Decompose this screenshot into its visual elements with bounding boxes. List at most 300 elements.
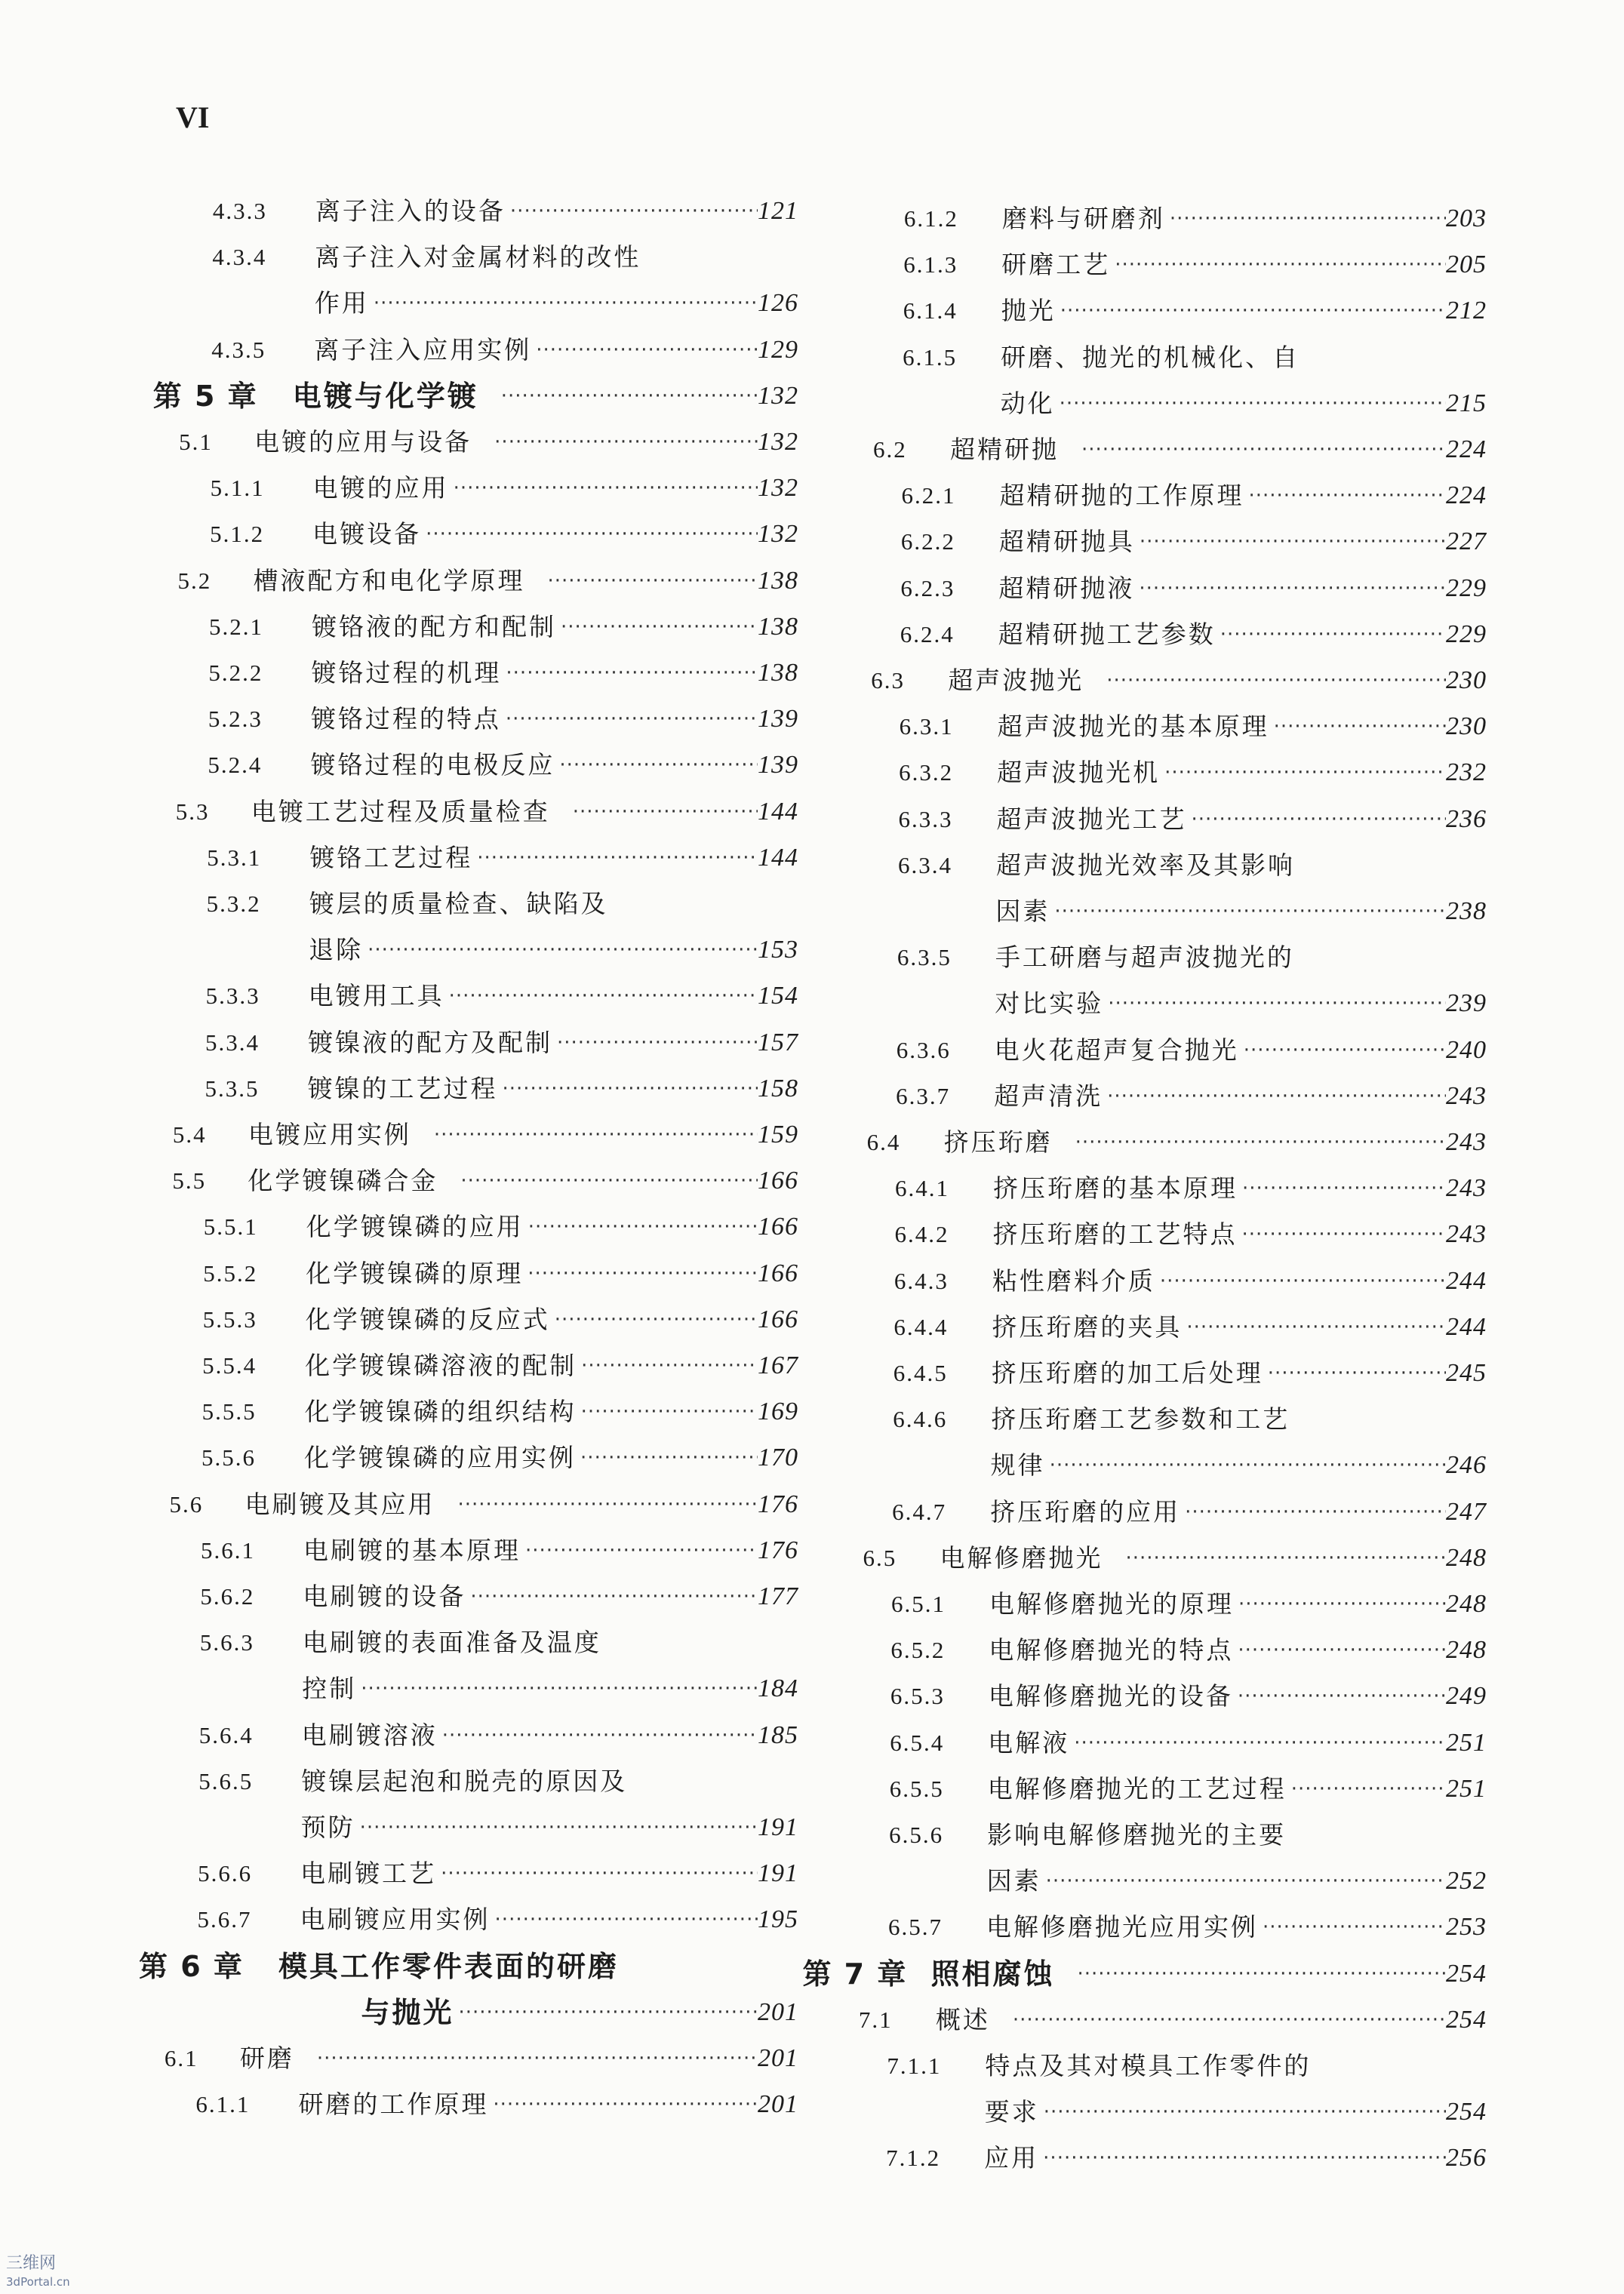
toc-entry-page: 212 — [1445, 297, 1487, 325]
toc-entry-number: 7.1.1 — [887, 2053, 942, 2079]
dot-leader — [1238, 1172, 1446, 1205]
dot-leader — [488, 2088, 758, 2121]
dot-leader — [356, 1672, 758, 1705]
dot-leader — [1233, 1680, 1446, 1713]
toc-entry-title: 电刷镀及其应用 — [245, 1489, 435, 1519]
toc-entry-continuation — [309, 933, 798, 967]
dot-leader — [1050, 895, 1446, 928]
toc-entry-title: 挤压珩磨工艺参数和工艺 — [991, 1404, 1290, 1435]
toc-entry — [889, 1819, 1487, 1852]
toc-entry-number: 5.2.1 — [208, 613, 263, 640]
toc-entry — [900, 710, 1487, 743]
toc-entry-number: 6.1.3 — [903, 251, 958, 278]
toc-entry-title: 超声波抛光的基本原理 — [997, 712, 1269, 742]
toc-entry-title: 超精研抛工艺参数 — [998, 619, 1216, 649]
toc-entry-page: 205 — [1445, 251, 1487, 279]
toc-entry-page: 132 — [757, 520, 798, 549]
toc-entry-page: 177 — [757, 1582, 798, 1610]
toc-entry — [897, 1034, 1487, 1067]
dot-leader — [1103, 987, 1446, 1020]
toc-entry — [173, 1118, 798, 1152]
toc-entry-page: 252 — [1445, 1867, 1487, 1896]
toc-entry-page: 176 — [757, 1490, 798, 1518]
dot-leader — [525, 564, 758, 598]
toc-entry-title: 化学镀镍磷的组织结构 — [304, 1397, 577, 1427]
toc-entry-title: 化学镀镍磷的应用 — [306, 1212, 524, 1242]
toc-entry-number: 6.1 — [164, 2045, 198, 2071]
dot-leader — [990, 2003, 1446, 2037]
dot-leader — [491, 1903, 758, 1936]
toc-entry — [208, 703, 798, 736]
toc-entry-page: 139 — [757, 751, 798, 780]
toc-entry-number: 4.3.5 — [211, 336, 266, 363]
toc-entry-title: 槽液配方和电化学原理 — [253, 565, 525, 595]
toc-entry-page: 245 — [1445, 1359, 1487, 1387]
dot-leader — [1041, 1865, 1446, 1898]
toc-entry-title-cont: 因素 — [986, 1866, 1041, 1896]
toc-entry-page: 248 — [1445, 1543, 1487, 1572]
toc-entry-continuation — [995, 895, 1487, 928]
toc-entry-title: 电镀工艺过程及质量检查 — [251, 796, 550, 826]
dot-leader — [1039, 2096, 1446, 2129]
toc-entry-continuation — [995, 987, 1487, 1020]
toc-entry-title: 超精研抛液 — [998, 573, 1135, 603]
toc-entry-page: 243 — [1445, 1128, 1487, 1156]
toc-entry-title: 磨料与研磨剂 — [1001, 204, 1165, 233]
toc-entry-continuation — [302, 1672, 798, 1705]
toc-entry — [871, 664, 1487, 697]
toc-entry-number: 6.1.4 — [903, 297, 958, 324]
dot-leader — [438, 1164, 758, 1198]
toc-entry-number: 第 7 章 — [802, 1957, 908, 1991]
toc-entry — [203, 1303, 798, 1336]
toc-entry-page: 240 — [1445, 1035, 1487, 1064]
toc-entry-title-cont: 退除 — [309, 935, 364, 965]
toc-entry-title: 镀层的质量检查、缺陷及 — [309, 889, 608, 918]
dot-leader — [1182, 1311, 1446, 1344]
toc-entry-title: 镀铬工艺过程 — [309, 842, 473, 872]
toc-entry — [208, 657, 798, 690]
toc-entry-page: 144 — [757, 843, 798, 872]
toc-entry-title: 研磨、抛光的机械化、自 — [1001, 342, 1300, 372]
toc-entry-number: 6.5.3 — [890, 1683, 945, 1710]
toc-entry-title: 电解修磨抛光 — [940, 1542, 1103, 1573]
toc-entry-number: 5.5.5 — [201, 1398, 257, 1425]
dot-leader — [363, 933, 758, 967]
toc-entry — [887, 2050, 1487, 2083]
toc-entry — [896, 1080, 1487, 1113]
toc-entry-title: 电镀应用实例 — [248, 1120, 411, 1149]
dot-leader — [1216, 618, 1446, 651]
toc-entry-title: 电刷镀的表面准备及温度 — [302, 1628, 601, 1658]
toc-chapter-entry — [802, 1957, 1487, 1991]
toc-entry — [208, 749, 798, 782]
toc-entry — [895, 1172, 1487, 1205]
toc-entry-title: 特点及其对模具工作零件的 — [985, 2051, 1312, 2080]
toc-entry-number: 6.3.3 — [898, 805, 953, 832]
toc-entry-page: 229 — [1445, 574, 1487, 602]
toc-entry-page: 230 — [1445, 666, 1487, 694]
toc-entry — [213, 195, 798, 228]
toc-entry-page: 243 — [1445, 1081, 1487, 1110]
toc-entry-page: 247 — [1445, 1497, 1487, 1526]
toc-entry-page: 191 — [757, 1813, 798, 1841]
toc-entry — [890, 1727, 1487, 1760]
toc-entry-title: 镀铬过程的特点 — [310, 704, 501, 734]
toc-entry-page: 227 — [1445, 527, 1487, 556]
dot-leader — [524, 1210, 758, 1244]
toc-entry-number: 6.3.4 — [897, 851, 952, 878]
toc-entry-title: 电刷镀的设备 — [303, 1582, 466, 1611]
toc-entry — [202, 1395, 798, 1428]
toc-entry — [201, 1441, 798, 1474]
toc-entry-title: 电镀设备 — [312, 519, 422, 549]
toc-entry — [890, 1680, 1487, 1713]
toc-entry — [898, 849, 1487, 882]
toc-entry-page: 166 — [757, 1213, 798, 1241]
toc-entry-number: 6.2.1 — [901, 482, 956, 509]
toc-entry — [890, 1634, 1487, 1667]
toc-entry-page: 144 — [757, 797, 798, 826]
toc-entry-number: 6.1.5 — [903, 343, 958, 371]
toc-entry-continuation — [987, 1865, 1487, 1898]
toc-entry-number: 5.2 — [177, 567, 212, 594]
watermark-line1: 三维网 — [6, 2254, 57, 2273]
toc-entry — [863, 1542, 1487, 1575]
toc-entry-title-cont: 因素 — [995, 896, 1050, 926]
toc-entry-number: 6.1.2 — [903, 205, 958, 232]
dot-leader — [454, 1996, 758, 2029]
toc-entry-page: 138 — [757, 659, 798, 687]
toc-entry-title: 离子注入对金属材料的改性 — [315, 242, 641, 272]
toc-entry-number: 6.3.6 — [896, 1036, 951, 1063]
dot-leader — [1187, 803, 1446, 836]
toc-entry-title: 超声清洗 — [994, 1081, 1103, 1111]
toc-entry-title: 化学镀镍磷的应用实例 — [304, 1443, 577, 1473]
toc-entry-page: 243 — [1445, 1174, 1487, 1203]
toc-entry-title: 超精研抛的工作原理 — [999, 481, 1244, 511]
toc-entry-title: 超声波抛光 — [948, 666, 1084, 695]
toc-entry-number: 5.6 — [169, 1490, 204, 1518]
toc-entry-title: 电镀与化学镀 — [292, 379, 478, 413]
toc-entry-title: 电镀的应用 — [312, 473, 449, 503]
toc-entry-page: 129 — [757, 335, 798, 364]
dot-leader — [411, 1118, 758, 1152]
toc-entry-page: 121 — [757, 197, 798, 225]
toc-entry — [198, 1765, 798, 1798]
toc-entry-continuation — [1001, 387, 1487, 420]
toc-entry-page: 176 — [757, 1536, 798, 1564]
watermark-line2: 3dPortal.cn — [6, 2275, 70, 2289]
toc-entry-number: 5.3.5 — [205, 1075, 260, 1102]
dot-leader — [1038, 2142, 1446, 2175]
toc-entry-number: 6.5.1 — [890, 1591, 946, 1617]
dot-leader — [478, 380, 758, 413]
dot-leader — [506, 195, 758, 228]
toc-entry-title: 抛光 — [1001, 296, 1056, 326]
toc-entry-title: 模具工作零件表面的研磨 — [278, 1949, 619, 1983]
dot-leader — [501, 703, 758, 736]
toc-entry-number: 6.3.1 — [899, 713, 954, 740]
toc-entry-title: 镀镍层起泡和脱壳的原因及 — [301, 1766, 628, 1796]
dot-leader — [1269, 710, 1446, 743]
toc-entry — [891, 1588, 1487, 1621]
toc-entry-number: 6.2.3 — [900, 574, 955, 601]
toc-entry-title: 超声波抛光效率及其影响 — [995, 850, 1295, 880]
toc-entry — [170, 1488, 798, 1521]
toc-entry — [210, 518, 798, 551]
toc-entry-page: 236 — [1445, 804, 1487, 833]
toc-entry-continuation — [301, 1811, 798, 1844]
dot-leader — [1110, 248, 1446, 281]
toc-entry-number: 6.4.7 — [892, 1498, 947, 1525]
dot-leader — [521, 1534, 758, 1567]
toc-entry-continuation — [361, 1996, 798, 2029]
toc-entry-number: 6.3.2 — [899, 759, 954, 786]
toc-entry-page: 224 — [1445, 435, 1487, 463]
toc-entry-title: 电解修磨抛光的原理 — [989, 1589, 1234, 1619]
toc-entry-page: 201 — [757, 2044, 798, 2072]
toc-entry-number: 6.4.5 — [893, 1360, 948, 1386]
toc-entry-number: 5.6.5 — [198, 1767, 254, 1794]
toc-entry-title: 镀铬过程的电极反应 — [310, 750, 555, 780]
toc-entry-number: 5.6.2 — [200, 1583, 255, 1610]
dot-leader — [1135, 525, 1446, 558]
toc-entry-page: 201 — [757, 1997, 798, 2026]
toc-entry-title-cont: 对比实验 — [995, 989, 1104, 1019]
toc-entry-page: 248 — [1445, 1636, 1487, 1665]
toc-entry-title: 电镀的应用与设备 — [254, 427, 472, 457]
toc-entry-number: 第 5 章 — [152, 379, 258, 413]
toc-entry — [202, 1349, 798, 1382]
toc-entry-page: 185 — [757, 1720, 798, 1749]
toc-entry-page: 203 — [1445, 204, 1487, 232]
toc-entry-title: 挤压珩磨的加工后处理 — [991, 1358, 1263, 1388]
dot-leader — [369, 287, 758, 320]
toc-entry-number: 5.6.3 — [199, 1629, 254, 1656]
toc-entry — [894, 1265, 1487, 1298]
watermark — [6, 2255, 70, 2291]
toc-entry-title: 镀铬液的配方和配制 — [311, 611, 556, 641]
toc-entry-title: 化学镀镍磷的反应式 — [305, 1304, 550, 1334]
dot-leader — [1069, 1727, 1446, 1760]
dot-leader — [531, 334, 758, 367]
toc-entry-page: 157 — [757, 1028, 798, 1056]
toc-entry — [139, 1950, 798, 1983]
toc-entry-number: 5.5.4 — [202, 1352, 257, 1379]
toc-entry-page: 248 — [1445, 1590, 1487, 1618]
toc-entry-page: 170 — [757, 1444, 798, 1472]
toc-entry-number: 6.3.7 — [896, 1082, 951, 1109]
toc-entry — [900, 618, 1487, 651]
toc-entry-number: 6.2 — [873, 436, 907, 463]
dot-leader — [552, 1026, 758, 1059]
toc-entry-page: 251 — [1445, 1728, 1487, 1757]
toc-entry-page: 244 — [1445, 1312, 1487, 1341]
dot-leader — [438, 1719, 758, 1752]
toc-entry-page: 195 — [757, 1905, 798, 1934]
toc-entry — [886, 2142, 1487, 2175]
toc-entry — [890, 1773, 1487, 1806]
toc-entry-number: 6.3.5 — [897, 944, 952, 971]
toc-entry-page: 132 — [757, 428, 798, 456]
toc-entry — [211, 472, 798, 505]
dot-leader — [1056, 294, 1446, 327]
toc-entry — [903, 341, 1487, 374]
toc-entry-page: 132 — [757, 474, 798, 503]
toc-entry-title: 离子注入应用实例 — [314, 334, 532, 364]
toc-entry-title: 挤压珩磨的工艺特点 — [992, 1219, 1238, 1250]
toc-entry-number: 6.5.4 — [890, 1729, 945, 1756]
toc-entry — [893, 1403, 1487, 1436]
dot-leader — [444, 979, 758, 1013]
dot-leader — [1103, 1080, 1446, 1113]
toc-entry — [172, 1164, 798, 1198]
dot-leader — [550, 1303, 758, 1336]
toc-entry-page: 254 — [1445, 2098, 1487, 2126]
toc-entry-number: 5.5 — [172, 1167, 207, 1195]
toc-entry-title: 镀铬过程的机理 — [311, 658, 502, 687]
dot-leader — [577, 1395, 758, 1428]
toc-entry — [211, 334, 798, 367]
toc-entry-page: 138 — [757, 566, 798, 595]
toc-entry-continuation — [991, 1449, 1487, 1482]
toc-entry-number: 5.3.2 — [206, 890, 261, 917]
toc-entry-page: 126 — [757, 289, 798, 318]
toc-entry — [205, 1026, 798, 1059]
toc-entry — [212, 241, 798, 274]
toc-entry-title: 离子注入的设备 — [315, 196, 506, 226]
toc-entry-number: 6.2.2 — [900, 528, 955, 555]
dot-leader — [1160, 756, 1446, 789]
toc-entry-title: 电镀用工具 — [308, 981, 444, 1011]
toc-entry-title: 电刷镀工艺 — [300, 1859, 437, 1889]
toc-entry-page: 244 — [1445, 1266, 1487, 1295]
toc-entry — [195, 2088, 798, 2121]
toc-entry-number: 5.6.1 — [200, 1536, 255, 1564]
toc-entry-number: 6.4 — [866, 1129, 901, 1155]
dot-leader — [1045, 1449, 1446, 1482]
toc-entry-number: 4.3.4 — [212, 244, 267, 271]
toc-entry-page: 138 — [757, 612, 798, 641]
dot-leader — [294, 2042, 758, 2075]
toc-entry-title-cont: 控制 — [302, 1674, 357, 1704]
dot-leader — [1258, 1911, 1446, 1944]
toc-entry — [199, 1719, 798, 1752]
toc-entry-title: 化学镀镍磷溶液的配制 — [305, 1351, 577, 1380]
toc-entry — [200, 1626, 798, 1659]
toc-entry-title: 影响电解修磨抛光的主要 — [987, 1820, 1287, 1850]
toc-entry-number: 第 6 章 — [138, 1949, 244, 1983]
toc-entry — [198, 1903, 798, 1936]
toc-entry-title: 电解修磨抛光的设备 — [988, 1681, 1233, 1711]
toc-entry-title: 照相腐蚀 — [930, 1957, 1055, 1991]
dot-leader — [421, 518, 758, 551]
toc-entry-number: 6.4.2 — [894, 1221, 949, 1248]
toc-entry — [207, 841, 798, 875]
toc-entry — [892, 1496, 1487, 1529]
toc-entry-title: 挤压珩磨 — [943, 1127, 1053, 1157]
dot-leader — [1134, 572, 1446, 605]
toc-entry-continuation — [315, 287, 798, 320]
toc-entry — [900, 572, 1487, 605]
toc-entry-title: 超声波抛光工艺 — [996, 804, 1187, 834]
toc-entry-number: 6.3 — [871, 667, 905, 693]
dot-leader — [1234, 1588, 1446, 1621]
toc-entry-number: 5.2.2 — [208, 660, 263, 686]
toc-entry-page: 153 — [757, 936, 798, 964]
toc-entry-page: 229 — [1445, 620, 1487, 648]
toc-entry — [200, 1580, 798, 1613]
toc-entry — [867, 1126, 1487, 1159]
toc-entry-number: 5.6.6 — [198, 1860, 253, 1887]
dot-leader — [1084, 664, 1446, 697]
toc-entry-title: 化学镀镍磷合金 — [248, 1166, 438, 1196]
toc-entry-number: 6.5.6 — [889, 1822, 944, 1848]
toc-entry — [179, 426, 798, 459]
dot-leader — [466, 1580, 758, 1613]
toc-entry-number: 6.5.2 — [890, 1637, 946, 1664]
toc-entry — [203, 1257, 798, 1290]
toc-entry-page: 215 — [1445, 389, 1487, 417]
toc-entry-title: 镀镍液的配方及配制 — [308, 1027, 552, 1057]
dot-leader — [1244, 479, 1446, 512]
toc-entry-page: 167 — [757, 1351, 798, 1379]
toc-entry-page: 246 — [1445, 1451, 1487, 1480]
toc-entry-title: 概述 — [935, 2004, 990, 2034]
toc-entry — [165, 2042, 798, 2075]
toc-entry-number: 7.1.2 — [886, 2145, 941, 2172]
toc-entry-page: 154 — [757, 982, 798, 1010]
toc-entry-number: 6.4.3 — [894, 1267, 949, 1294]
toc-entry-page: 224 — [1445, 481, 1487, 510]
dot-leader — [577, 1349, 758, 1382]
toc-entry-continuation — [985, 2096, 1487, 2129]
dot-leader — [523, 1257, 758, 1290]
dot-leader — [1053, 1126, 1446, 1159]
toc-entry-title: 研磨 — [239, 2043, 294, 2073]
dot-leader — [1180, 1496, 1446, 1529]
dot-leader — [436, 1857, 758, 1890]
dot-leader — [1287, 1773, 1446, 1806]
toc-entry-title-cont: 作用 — [314, 288, 369, 318]
toc-entry-title-cont: 要求 — [984, 2097, 1039, 2127]
toc-entry-page: 232 — [1445, 758, 1487, 787]
toc-entry-title: 电刷镀溶液 — [301, 1720, 438, 1750]
dot-leader — [1055, 387, 1446, 420]
toc-entry-number: 5.1.1 — [210, 475, 265, 502]
toc-entry-page: 243 — [1445, 1220, 1487, 1249]
dot-leader — [576, 1441, 758, 1474]
toc-entry-page: 251 — [1445, 1774, 1487, 1803]
dot-leader — [355, 1811, 758, 1844]
page-number: VI — [176, 100, 210, 134]
toc-entry — [903, 248, 1487, 281]
toc-entry-number: 6.4.4 — [894, 1313, 949, 1340]
toc-entry — [205, 1072, 798, 1105]
toc-entry-number: 5.1 — [179, 429, 213, 455]
toc-entry-number: 5.2.3 — [208, 706, 263, 733]
dot-leader — [501, 657, 758, 690]
toc-entry-title-cont: 与抛光 — [361, 1995, 454, 2029]
toc-entry — [894, 1218, 1487, 1251]
toc-entry-title: 手工研磨与超声波抛光的 — [995, 943, 1294, 973]
toc-entry-title: 镀镍的工艺过程 — [307, 1073, 498, 1103]
toc-entry-page: 249 — [1445, 1682, 1487, 1711]
toc-entry-number: 5.5.2 — [203, 1259, 258, 1287]
dot-leader — [1233, 1634, 1446, 1667]
toc-entry-title: 挤压珩磨的基本原理 — [993, 1173, 1238, 1204]
